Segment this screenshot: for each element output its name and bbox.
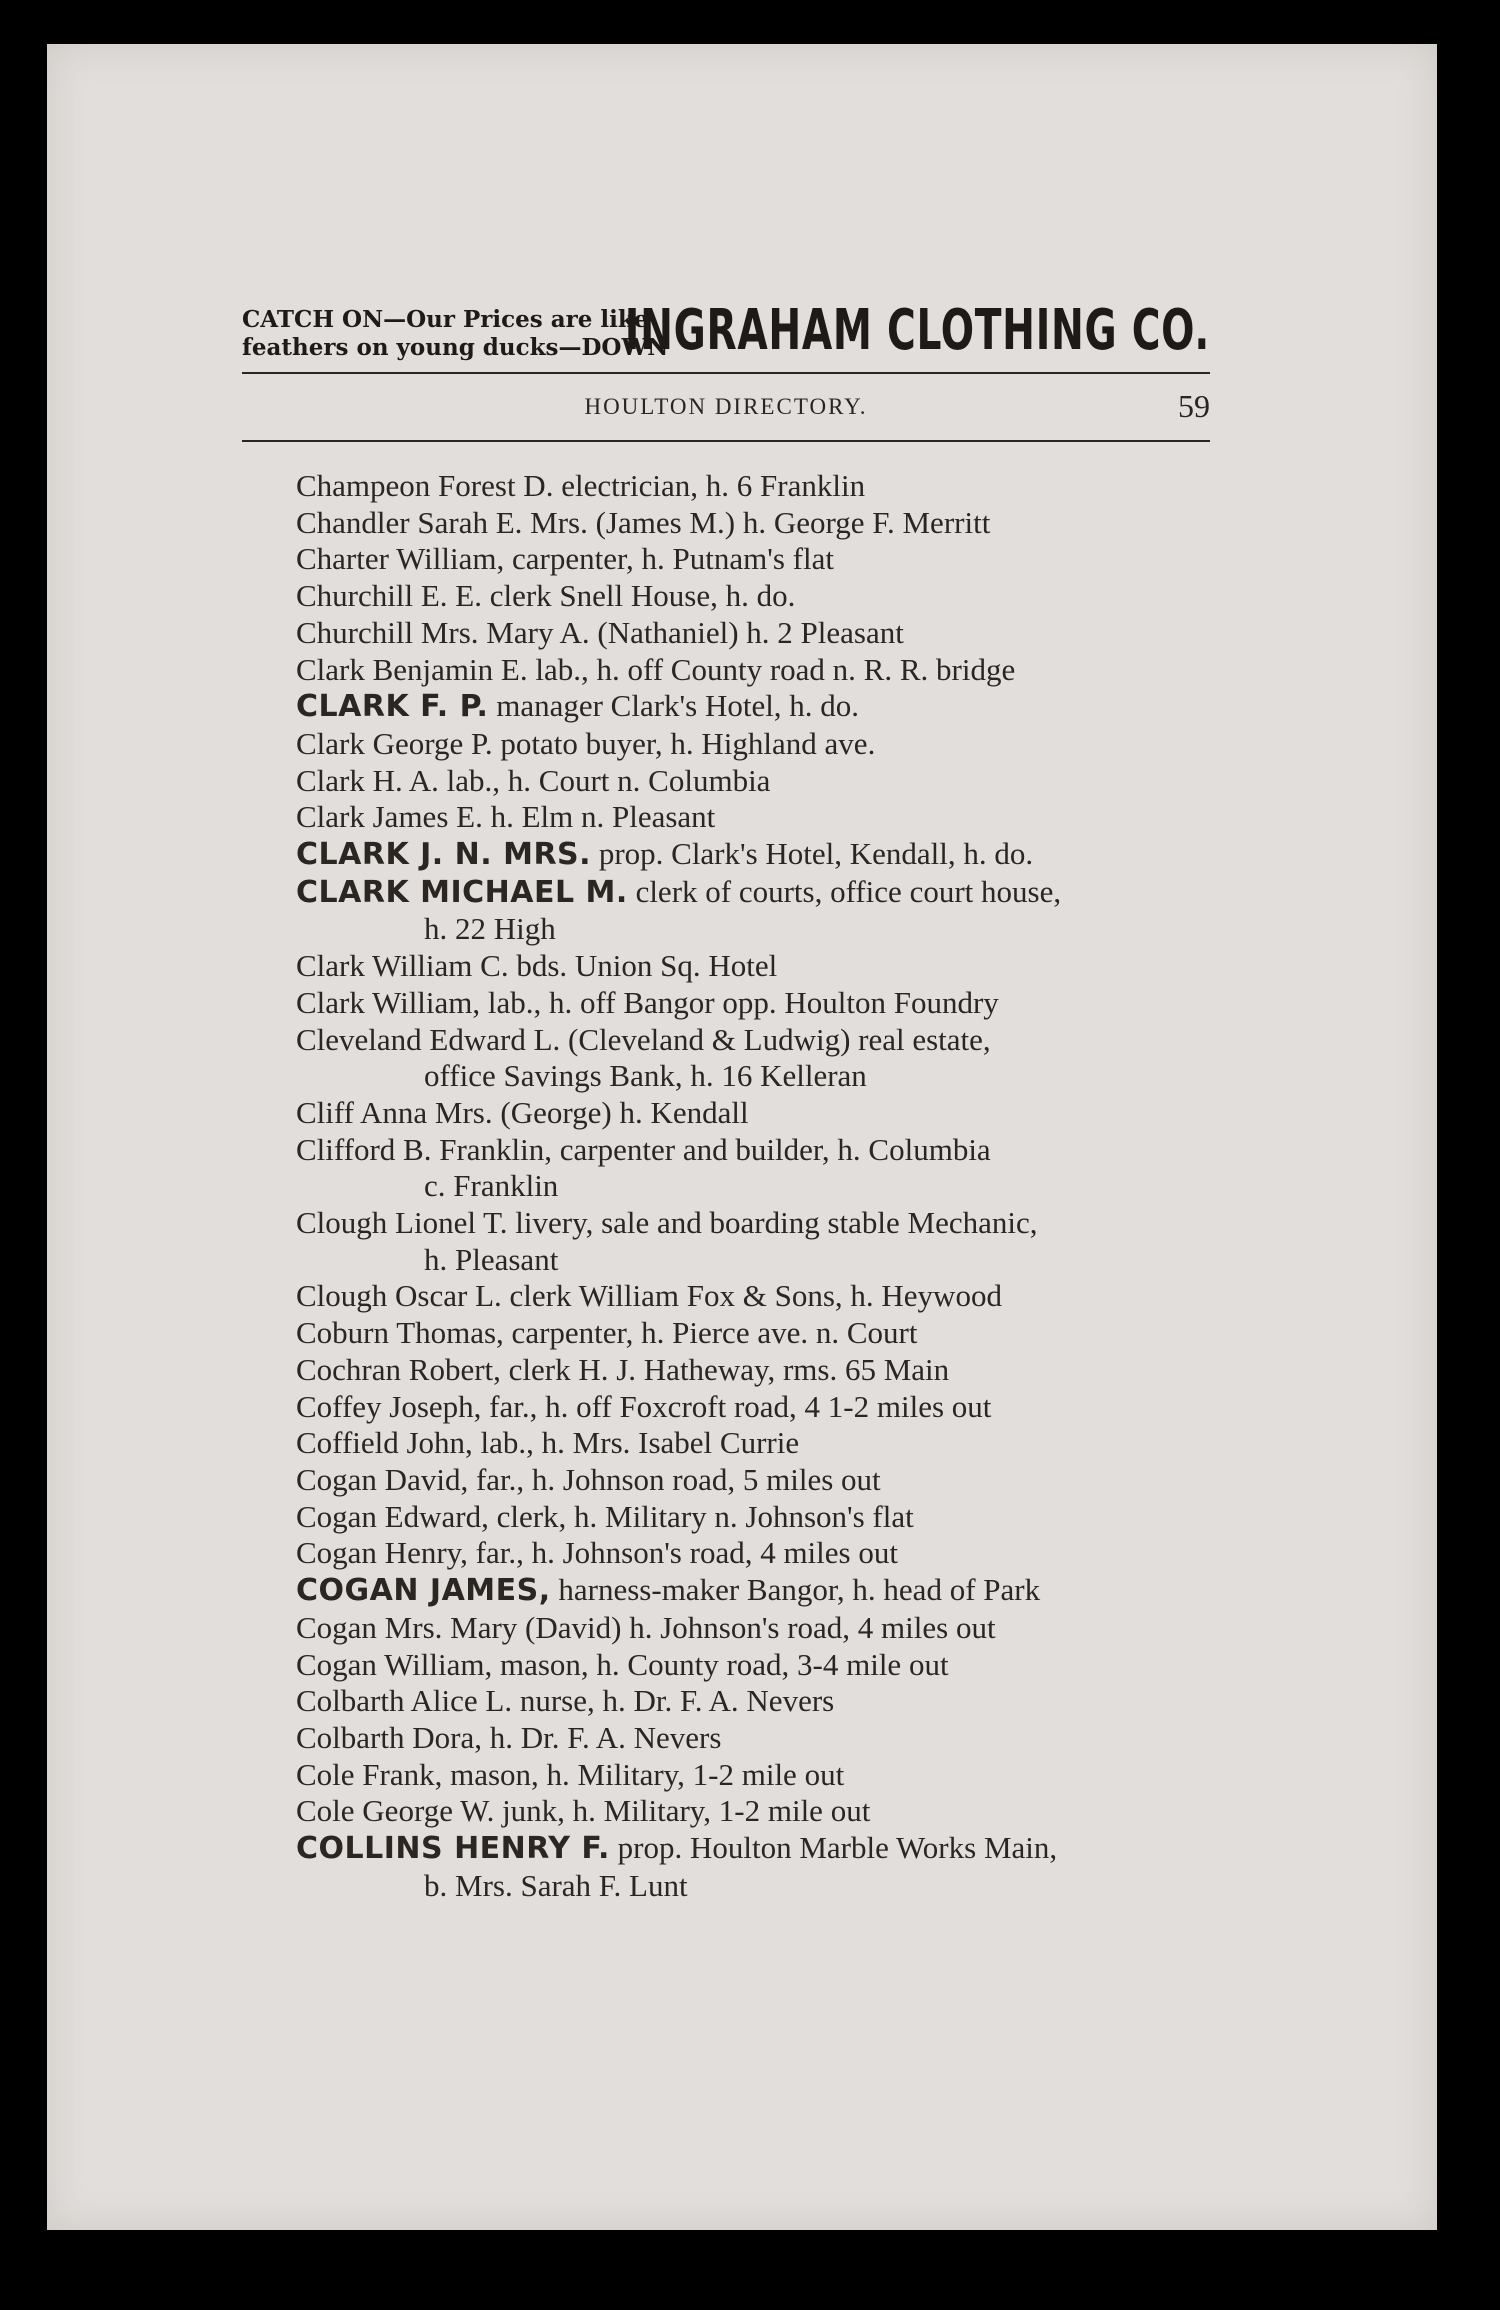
directory-entry (296, 799, 1236, 836)
entry-line (296, 1499, 1236, 1536)
entry-line (296, 652, 1236, 689)
entry-line (296, 1610, 1236, 1647)
directory-entry (296, 836, 1236, 874)
entry-line (296, 688, 1236, 726)
entry-text: Colbarth Dora, h. Dr. F. A. Nevers (296, 1719, 722, 1755)
directory-entry (296, 505, 1236, 542)
directory-entry (296, 1425, 1236, 1462)
directory-entry (296, 948, 1236, 985)
entry-line (296, 1278, 1236, 1315)
directory-entry (296, 726, 1236, 763)
entry-line (296, 874, 1236, 912)
entry-bold-name: COLLINS HENRY F. (296, 1831, 610, 1867)
entry-line (296, 985, 1236, 1022)
entry-text: Coffey Joseph, far., h. off Foxcroft road, 4 1-2 miles out (296, 1388, 992, 1424)
entry-line (296, 799, 1236, 836)
entry-text: Cogan Mrs. Mary (David) h. Johnson's road, 4 miles out (296, 1609, 996, 1645)
entry-continuation: b. Mrs. Sarah F. Lunt (424, 1867, 688, 1903)
directory-entry (296, 1205, 1236, 1278)
directory-entry (296, 1610, 1236, 1647)
directory-entry (296, 1572, 1236, 1610)
directory-entry (296, 1793, 1236, 1830)
directory-entry (296, 1535, 1236, 1572)
entry-text: Chandler Sarah E. Mrs. (James M.) h. George F. Merritt (296, 504, 991, 540)
entry-continuation-line (296, 1058, 1236, 1095)
directory-entry (296, 763, 1236, 800)
entry-line (296, 1315, 1236, 1352)
entry-line (296, 1830, 1236, 1868)
entry-text: Churchill Mrs. Mary A. (Nathaniel) h. 2 Pleasant (296, 614, 904, 650)
entry-text: Cleveland Edward L. (Cleveland & Ludwig) real estate, (296, 1021, 991, 1057)
entry-line (296, 505, 1236, 542)
entry-continuation-line (296, 911, 1236, 948)
entry-text: Cochran Robert, clerk H. J. Hatheway, rms. 65 Main (296, 1351, 950, 1387)
entry-bold-name: COGAN JAMES, (296, 1573, 551, 1609)
ad-rule (242, 372, 1210, 374)
running-head (242, 388, 1210, 428)
advertisement-banner (242, 256, 1210, 376)
directory-entries (296, 468, 1236, 1904)
directory-entry (296, 652, 1236, 689)
entry-text: Cogan Edward, clerk, h. Military n. Johnson's flat (296, 1498, 914, 1534)
entry-continuation: h. 22 High (424, 911, 556, 947)
entry-line (296, 1720, 1236, 1757)
directory-entry (296, 985, 1236, 1022)
entry-text: manager Clark's Hotel, h. do. (488, 688, 860, 724)
entry-text: Cogan William, mason, h. County road, 3-4 mile out (296, 1646, 949, 1682)
directory-entry (296, 1499, 1236, 1536)
directory-entry (296, 615, 1236, 652)
directory-entry (296, 1830, 1236, 1904)
entry-text: Clark William, lab., h. off Bangor opp. Houlton Foundry (296, 984, 999, 1020)
ad-tagline (242, 306, 668, 362)
header-rule (242, 440, 1210, 442)
entry-text: Clough Lionel T. livery, sale and boarding stable Mechanic, (296, 1205, 1038, 1241)
directory-entry (296, 1278, 1236, 1315)
page-number: 59 (1178, 388, 1210, 424)
entry-line (296, 541, 1236, 578)
entry-line (296, 578, 1236, 615)
entry-text: Clark George P. potato buyer, h. Highland ave. (296, 725, 876, 761)
entry-continuation: c. Franklin (424, 1168, 559, 1204)
entry-line (296, 1793, 1236, 1830)
entry-line (296, 1389, 1236, 1426)
entry-continuation-line (296, 1242, 1236, 1279)
entry-line (296, 763, 1236, 800)
entry-line (296, 1425, 1236, 1462)
entry-line (296, 1132, 1236, 1169)
ad-tagline-line1: CATCH ON—Our Prices are like (242, 306, 649, 333)
entry-continuation: h. Pleasant (424, 1241, 559, 1277)
running-head-title: HOULTON DIRECTORY. (584, 394, 868, 419)
directory-entry (296, 1462, 1236, 1499)
directory-entry (296, 541, 1236, 578)
entry-text: Clark H. A. lab., h. Court n. Columbia (296, 762, 771, 798)
entry-line (296, 615, 1236, 652)
entry-text: Colbarth Alice L. nurse, h. Dr. F. A. Nevers (296, 1683, 835, 1719)
entry-text: Champeon Forest D. electrician, h. 6 Franklin (296, 468, 866, 503)
entry-line (296, 1352, 1236, 1389)
entry-bold-name: CLARK J. N. MRS. (296, 837, 592, 873)
directory-entry (296, 1132, 1236, 1205)
entry-text: prop. Clark's Hotel, Kendall, h. do. (591, 836, 1034, 872)
directory-entry (296, 1757, 1236, 1794)
directory-entry (296, 1352, 1236, 1389)
entry-text: Cogan Henry, far., h. Johnson's road, 4 miles out (296, 1535, 898, 1571)
entry-text: clerk of courts, office court house, (627, 873, 1062, 909)
directory-entry (296, 1647, 1236, 1684)
entry-bold-name: CLARK MICHAEL M. (296, 874, 628, 910)
entry-text: Coburn Thomas, carpenter, h. Pierce ave. n. Court (296, 1315, 918, 1351)
entry-text: Coffield John, lab., h. Mrs. Isabel Currie (296, 1425, 800, 1461)
directory-entry (296, 1389, 1236, 1426)
entry-line (296, 1462, 1236, 1499)
directory-entry (296, 1095, 1236, 1132)
directory-entry (296, 468, 1236, 505)
entry-line (296, 948, 1236, 985)
entry-line (296, 836, 1236, 874)
entry-text: Churchill E. E. clerk Snell House, h. do. (296, 578, 796, 614)
ad-company-name: INGRAHAM CLOTHING CO. (624, 298, 1210, 363)
entry-text: harness-maker Bangor, h. head of Park (550, 1572, 1041, 1608)
entry-continuation-line (296, 1868, 1236, 1905)
entry-line (296, 1205, 1236, 1242)
entry-text: Cliff Anna Mrs. (George) h. Kendall (296, 1094, 749, 1130)
entry-line (296, 1095, 1236, 1132)
entry-text: Clark William C. bds. Union Sq. Hotel (296, 948, 778, 984)
entry-text: Cogan David, far., h. Johnson road, 5 miles out (296, 1461, 881, 1497)
directory-entry (296, 1683, 1236, 1720)
entry-text: Clifford B. Franklin, carpenter and builder, h. Columbia (296, 1131, 991, 1167)
directory-entry (296, 688, 1236, 726)
entry-text: Charter William, carpenter, h. Putnam's flat (296, 541, 834, 577)
entry-text: Clark Benjamin E. lab., h. off County road n. R. R. bridge (296, 651, 1016, 687)
directory-entry (296, 1022, 1236, 1095)
entry-text: prop. Houlton Marble Works Main, (609, 1830, 1058, 1866)
entry-text: Clough Oscar L. clerk William Fox & Sons, h. Heywood (296, 1278, 1002, 1314)
entry-line (296, 1022, 1236, 1059)
ad-tagline-line2: feathers on young ducks—DOWN (242, 334, 669, 361)
entry-text: Cole George W. junk, h. Military, 1-2 mile out (296, 1793, 871, 1829)
entry-line (296, 726, 1236, 763)
entry-continuation: office Savings Bank, h. 16 Kelleran (424, 1058, 867, 1094)
entry-line (296, 468, 1236, 505)
directory-entry (296, 1315, 1236, 1352)
entry-text: Cole Frank, mason, h. Military, 1-2 mile out (296, 1756, 845, 1792)
entry-continuation-line (296, 1168, 1236, 1205)
entry-line (296, 1757, 1236, 1794)
entry-text: Clark James E. h. Elm n. Pleasant (296, 799, 716, 835)
entry-line (296, 1647, 1236, 1684)
entry-line (296, 1535, 1236, 1572)
directory-entry (296, 874, 1236, 948)
entry-line (296, 1683, 1236, 1720)
entry-line (296, 1572, 1236, 1610)
directory-entry (296, 1720, 1236, 1757)
entry-bold-name: CLARK F. P. (296, 689, 489, 725)
directory-entry (296, 578, 1236, 615)
